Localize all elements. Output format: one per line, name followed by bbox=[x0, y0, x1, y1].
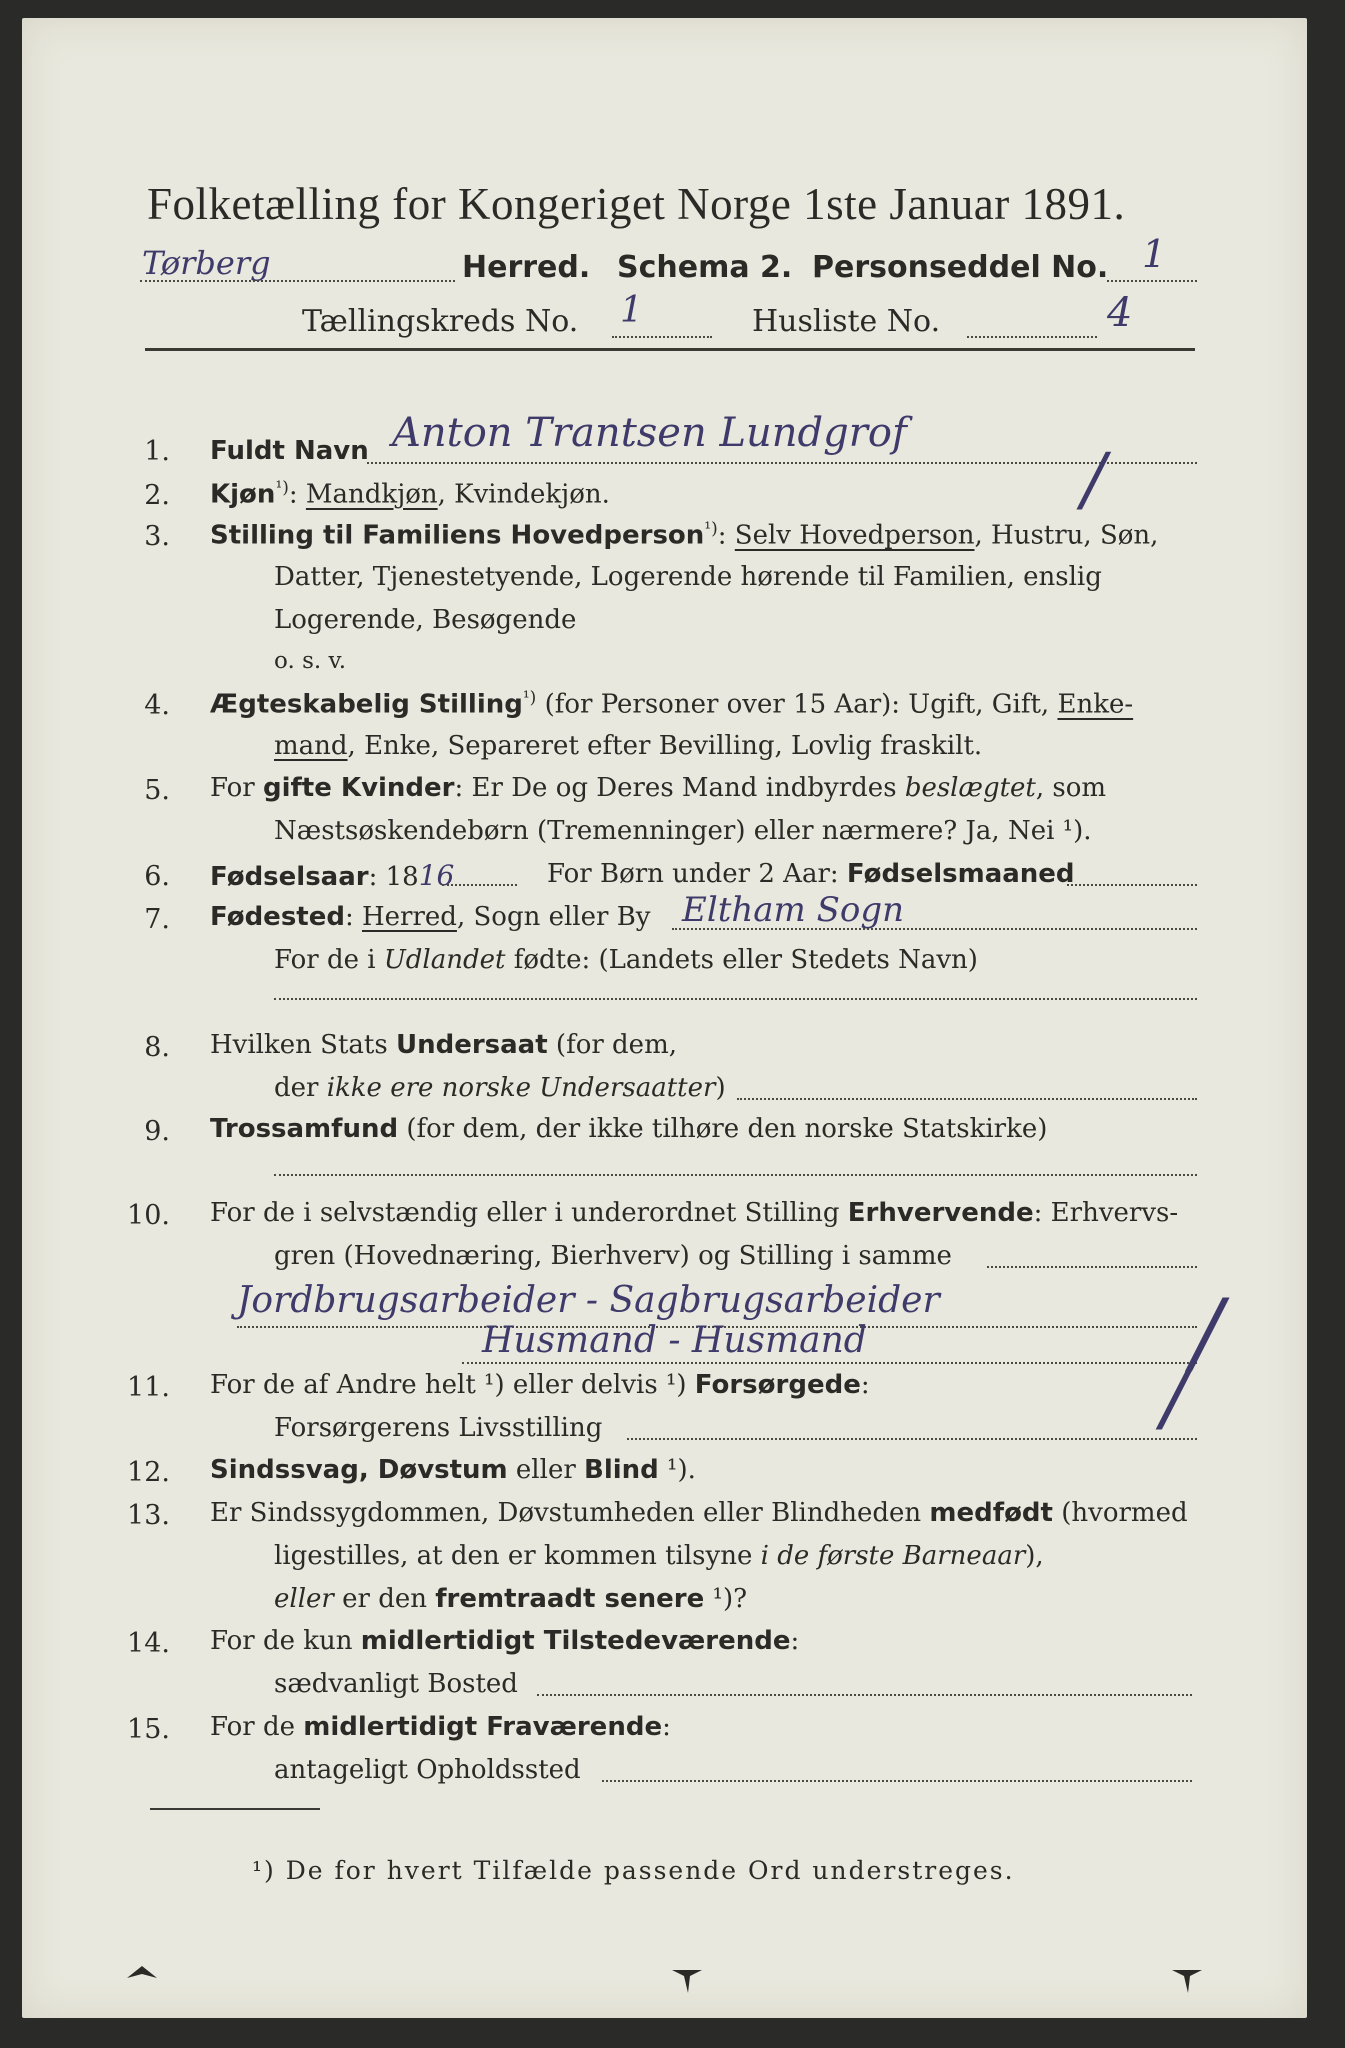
q3-text-a: : bbox=[717, 520, 735, 551]
q2-label: Kjøn bbox=[210, 479, 276, 510]
q7-line1 bbox=[210, 902, 651, 932]
q13-line2-b: ), bbox=[1025, 1541, 1044, 1571]
q10-value1: Jordbrugsarbeider - Sagbrugsarbeider bbox=[237, 1280, 940, 1321]
q14-line2: sædvanligt Bosted bbox=[274, 1669, 518, 1699]
q14-line1 bbox=[210, 1626, 799, 1656]
q13-line2-a: ligestilles, at den er kommen tilsyne bbox=[274, 1541, 761, 1571]
q12-number: 12. bbox=[127, 1457, 170, 1488]
q11-line1 bbox=[210, 1370, 870, 1400]
taellingskreds-dots bbox=[612, 336, 712, 338]
q6-line bbox=[210, 859, 454, 892]
q13-label: medfødt bbox=[929, 1498, 1053, 1528]
q8-label: Undersaat bbox=[395, 1030, 548, 1060]
q13-number: 13. bbox=[127, 1500, 170, 1531]
personseddel-dots bbox=[1107, 280, 1197, 282]
q2-text-a: : bbox=[288, 479, 306, 510]
schema-label: Schema 2. bbox=[617, 250, 793, 285]
q6-value: 16 bbox=[418, 859, 455, 892]
q5-line2: Næstsøskendebørn (Tremenninger) eller nærmere? Ja, Nei ¹). bbox=[274, 816, 1092, 846]
q3-line2: Datter, Tjenestetyende, Logerende hørende til Familien, enslig bbox=[274, 562, 1102, 592]
q7-label: Fødested bbox=[210, 902, 345, 932]
q8-line2 bbox=[274, 1073, 726, 1103]
q12-label: Sindssvag, Døvstum bbox=[210, 1455, 508, 1485]
q11-mark: / bbox=[1162, 1348, 1189, 1441]
q2-number: 2. bbox=[144, 480, 170, 511]
q7-text-b: , Sogn eller By bbox=[456, 902, 651, 932]
q3-sup: ¹) bbox=[704, 519, 718, 539]
herred-value: Tørberg bbox=[142, 244, 271, 282]
q13-text-b: (hvormed bbox=[1052, 1498, 1188, 1528]
q8-line2-italic: ikke ere norske Undersaatter bbox=[326, 1073, 716, 1103]
q15-label: midlertidigt Fraværende bbox=[303, 1712, 663, 1742]
q12-text-b: ¹). bbox=[658, 1455, 696, 1485]
q10-text-b: : Erhvervs- bbox=[1033, 1198, 1179, 1228]
q4-line1 bbox=[210, 688, 1133, 720]
q13-text-a: Er Sindssygdommen, Døvstumheden eller Blindheden bbox=[210, 1498, 930, 1528]
q12-line bbox=[210, 1455, 696, 1485]
q15-number: 15. bbox=[127, 1714, 170, 1745]
q7-line2 bbox=[274, 945, 978, 975]
q13-line2 bbox=[274, 1541, 1044, 1571]
q14-label: midlertidigt Tilstedeværende bbox=[360, 1626, 791, 1656]
q1-dots bbox=[367, 462, 1197, 464]
herred-label: Herred. bbox=[462, 250, 591, 285]
q5-label: gifte Kvinder bbox=[262, 773, 455, 803]
q9-line bbox=[210, 1114, 1047, 1144]
q8-text-a: Hvilken Stats bbox=[210, 1030, 396, 1060]
q9-dots bbox=[274, 1174, 1197, 1176]
binding-mark-center bbox=[672, 1970, 702, 1993]
husliste-value: 4 bbox=[1107, 290, 1133, 336]
q3-line3: Logerende, Besøgende bbox=[274, 605, 577, 635]
q7-value: Eltham Sogn bbox=[682, 890, 904, 930]
q1-label: Fuldt Navn bbox=[210, 436, 369, 466]
q11-line2: Forsørgerens Livsstilling bbox=[274, 1413, 603, 1443]
q2-underlined: Mandkjøn bbox=[305, 479, 438, 510]
q9-text-a: (for dem, der ikke tilhøre den norske Statskirke) bbox=[398, 1114, 1048, 1144]
q14-text-a: For de kun bbox=[210, 1626, 361, 1656]
q11-number: 11. bbox=[127, 1372, 170, 1403]
q6-label-b: Fødselsmaaned bbox=[846, 859, 1075, 889]
q6-line-b bbox=[547, 859, 1075, 889]
binding-mark-left bbox=[127, 1966, 157, 1978]
q15-text-a: For de bbox=[210, 1712, 304, 1742]
q12-label-b: Blind bbox=[584, 1455, 659, 1485]
q6-text-b: For Børn under 2 Aar: bbox=[547, 859, 847, 889]
q10-line2-dots bbox=[987, 1266, 1197, 1268]
q4-underlined-a: Enke- bbox=[1057, 689, 1134, 720]
q14-text-b: : bbox=[790, 1626, 800, 1656]
q7-underlined: Herred bbox=[362, 902, 457, 932]
q3-line1 bbox=[210, 519, 1158, 551]
footnote: ¹) De for hvert Tilfælde passende Ord understreges. bbox=[252, 1856, 1015, 1885]
q9-label: Trossamfund bbox=[210, 1114, 399, 1144]
q5-text-b: , som bbox=[1035, 773, 1107, 803]
q10-line2: gren (Hovednæring, Bierhverv) og Stilling i samme bbox=[274, 1241, 952, 1271]
q4-line2 bbox=[274, 731, 982, 761]
q10-number: 10. bbox=[127, 1200, 170, 1231]
q13-line3-label: fremtraadt senere bbox=[435, 1584, 705, 1614]
q11-label: Forsørgede bbox=[694, 1370, 861, 1400]
q1-number: 1. bbox=[144, 436, 170, 467]
q6-month-dots bbox=[1067, 884, 1197, 886]
q3-label: Stilling til Familiens Hovedperson bbox=[210, 520, 705, 551]
q5-line1 bbox=[210, 773, 1106, 803]
q8-line1 bbox=[210, 1030, 677, 1060]
footnote-rule bbox=[150, 1808, 320, 1810]
q8-line2-b: ) bbox=[715, 1073, 726, 1103]
q10-label: Erhvervende bbox=[847, 1198, 1034, 1228]
q7-text-a: : bbox=[344, 902, 362, 932]
q10-value2-dots bbox=[462, 1362, 1197, 1364]
q13-line3-b: ¹)? bbox=[704, 1584, 748, 1614]
q4-text-b: , Enke, Separeret efter Bevilling, Lovlig fraskilt. bbox=[347, 731, 983, 761]
q6-year-dots bbox=[442, 884, 517, 886]
q5-number: 5. bbox=[144, 775, 170, 806]
q15-line2: antageligt Opholdssted bbox=[274, 1755, 581, 1785]
personseddel-label: Personseddel No. bbox=[812, 250, 1109, 285]
q6-label: Fødselsaar bbox=[210, 862, 369, 892]
q14-number: 14. bbox=[127, 1628, 170, 1659]
q10-text-a: For de i selvstændig eller i underordnet Stilling bbox=[210, 1198, 848, 1228]
q4-text-a: (for Personer over 15 Aar): Ugift, Gift, bbox=[536, 689, 1058, 720]
q13-line3 bbox=[274, 1584, 747, 1614]
taellingskreds-label: Tællingskreds No. bbox=[302, 304, 579, 339]
q1-value: Anton Trantsen Lundgrof bbox=[392, 410, 907, 456]
q15-dots bbox=[602, 1780, 1192, 1782]
q15-line1 bbox=[210, 1712, 671, 1742]
form-title: Folketælling for Kongeriget Norge 1ste Januar 1891. bbox=[147, 179, 1126, 229]
q8-number: 8. bbox=[144, 1032, 170, 1063]
q13-line3-italic: eller bbox=[274, 1584, 334, 1614]
q10-mark: / bbox=[1192, 1280, 1223, 1385]
header-rule bbox=[145, 348, 1195, 351]
q3-underlined: Selv Hovedperson bbox=[734, 520, 975, 551]
herred-dots bbox=[140, 280, 455, 282]
q4-sup: ¹) bbox=[522, 688, 537, 708]
q8-text-b: (for dem, bbox=[547, 1030, 677, 1060]
q4-label: Ægteskabelig Stilling bbox=[210, 689, 523, 720]
q10-line1 bbox=[210, 1198, 1178, 1228]
q13-line1 bbox=[210, 1498, 1188, 1528]
q3-line4: o. s. v. bbox=[274, 648, 347, 674]
q14-dots bbox=[537, 1694, 1192, 1696]
q2-sup: ¹) bbox=[275, 478, 289, 498]
q8-line2-a: der bbox=[274, 1073, 327, 1103]
q2-text-b: , Kvindekjøn. bbox=[437, 479, 610, 510]
binding-marks bbox=[22, 1948, 1307, 2008]
q3-number: 3. bbox=[144, 521, 170, 552]
q11-text-a: For de af Andre helt ¹) eller delvis ¹) bbox=[210, 1370, 695, 1400]
q7-line2-italic: Udlandet bbox=[383, 945, 506, 975]
q4-number: 4. bbox=[144, 690, 170, 721]
q11-dots bbox=[627, 1438, 1197, 1440]
q8-dots bbox=[737, 1098, 1197, 1100]
census-form-page bbox=[22, 18, 1307, 2018]
q2-mark: / bbox=[1082, 438, 1106, 520]
q5-italic: beslægtet bbox=[904, 773, 1036, 803]
q12-text-a: eller bbox=[507, 1455, 585, 1485]
q5-label-a: For bbox=[210, 773, 263, 803]
q7-line2-a: For de i bbox=[274, 945, 384, 975]
q2-line bbox=[210, 478, 610, 510]
husliste-label: Husliste No. bbox=[752, 304, 941, 339]
husliste-dots bbox=[967, 336, 1097, 338]
q13-line3-a: er den bbox=[333, 1584, 436, 1614]
q10-value2: Husmand - Husmand bbox=[482, 1320, 867, 1361]
q13-line2-italic: i de første Barneaar bbox=[760, 1541, 1026, 1571]
personseddel-value: 1 bbox=[1142, 232, 1167, 276]
q4-underlined-b: mand bbox=[274, 731, 348, 761]
q6-text-a: : 18 bbox=[368, 862, 419, 892]
q9-number: 9. bbox=[144, 1116, 170, 1147]
q11-text-b: : bbox=[860, 1370, 870, 1400]
q7-dots bbox=[672, 928, 1197, 930]
q5-text-a: : Er De og Deres Mand indbyrdes bbox=[454, 773, 905, 803]
q7-country-dots bbox=[274, 998, 1197, 1000]
q15-text-b: : bbox=[662, 1712, 671, 1742]
q7-line2-b: fødte: (Landets eller Stedets Navn) bbox=[505, 945, 978, 975]
taellingskreds-value: 1 bbox=[620, 290, 643, 331]
binding-mark-right bbox=[1172, 1970, 1202, 1993]
q7-number: 7. bbox=[144, 904, 170, 935]
q3-text-b: , Hustru, Søn, bbox=[974, 520, 1159, 551]
q6-number: 6. bbox=[144, 861, 170, 892]
